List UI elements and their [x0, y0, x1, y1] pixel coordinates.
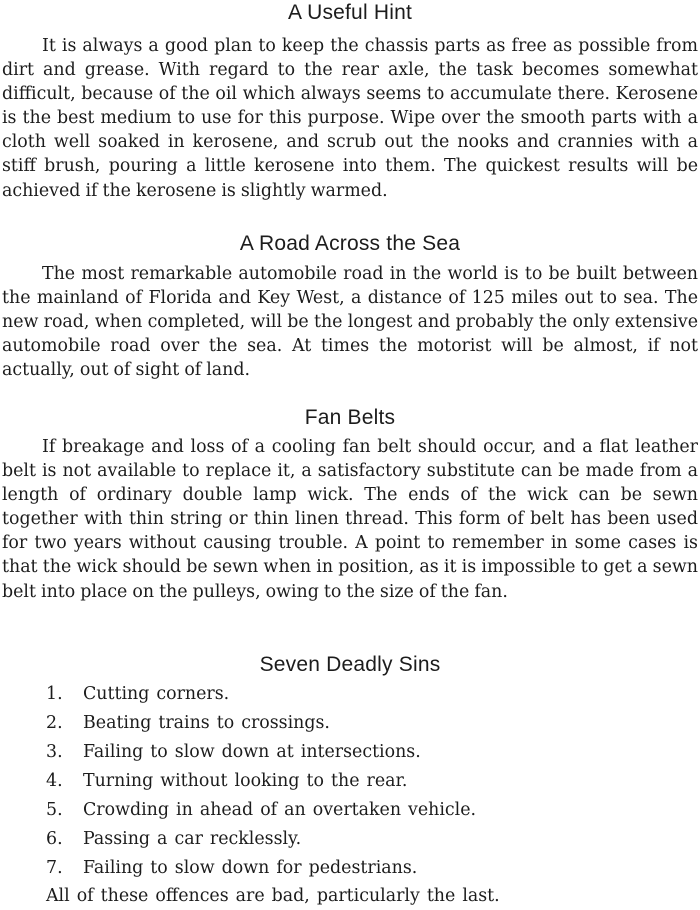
list-item-text: Failing to slow down for pedestrians.	[83, 858, 418, 878]
heading-road-across-sea: A Road Across the Sea	[239, 232, 461, 255]
list-item-text: Failing to slow down at intersections.	[83, 742, 421, 762]
list-item-text: Cutting corners.	[83, 684, 230, 704]
paragraph-fan-belts: If breakage and loss of a cooling fan belt should occur, and a flat leather belt is not available to replace it, a satisfactory substitute can be made from a length of ordinary double lamp wick. The ends of the wick can be sewn together with thin string or thin linen thread. This form of belt has been used for two years without causing trouble. A point to remember in some cases is that the wick should be sewn when in position, as it is impossible to get a sewn belt into place on the pulleys, owing to the size of the fan.	[2, 437, 698, 602]
list-item-text: Passing a car recklessly.	[83, 829, 302, 849]
list-item-number: 1.	[46, 684, 63, 704]
list-item-number: 4.	[46, 771, 63, 791]
list-item	[46, 825, 686, 854]
closing-remark: All of these offences are bad, particularly the last.	[46, 886, 500, 906]
list-item-text: Turning without looking to the rear.	[83, 771, 408, 791]
list-item-text: Crowding in ahead of an overtaken vehicle.	[83, 800, 477, 820]
list-item-number: 5.	[46, 800, 63, 820]
heading-useful-hint: A Useful Hint	[288, 1, 412, 24]
heading-seven-deadly-sins: Seven Deadly Sins	[259, 653, 441, 676]
list-item	[46, 767, 686, 796]
list-item	[46, 709, 686, 738]
heading-fan-belts: Fan Belts	[304, 406, 396, 429]
list-item-number: 6.	[46, 829, 63, 849]
list-item-number: 7.	[46, 858, 63, 878]
list-item-number: 2.	[46, 713, 63, 733]
paragraph-useful-hint: It is always a good plan to keep the chassis parts as free as possible from dirt and grease. With regard to the rear axle, the task becomes somewhat difficult, because of the oil which always seems to accumulate there. Kerosene is the best medium to use for this purpose. Wipe over the smooth parts with a cloth well soaked in kerosene, and scrub out the nooks and crannies with a stiff brush, pouring a little kerosene into them. The quickest results will be achieved if the kerosene is slightly warmed.	[2, 36, 698, 201]
list-item-text: Beating trains to crossings.	[83, 713, 330, 733]
list-item	[46, 854, 686, 883]
list-item-number: 3.	[46, 742, 63, 762]
paragraph-road-across-sea: The most remarkable automobile road in the world is to be built between the mainland of Florida and Key West, a distance of 125 miles out to sea. The new road, when completed, will be the longest and probably the only extensive automobile road over the sea. At times the motorist will be almost, if not actually, out of sight of land.	[2, 264, 698, 381]
sins-list	[46, 680, 686, 883]
list-item	[46, 680, 686, 709]
list-item	[46, 796, 686, 825]
list-item	[46, 738, 686, 767]
